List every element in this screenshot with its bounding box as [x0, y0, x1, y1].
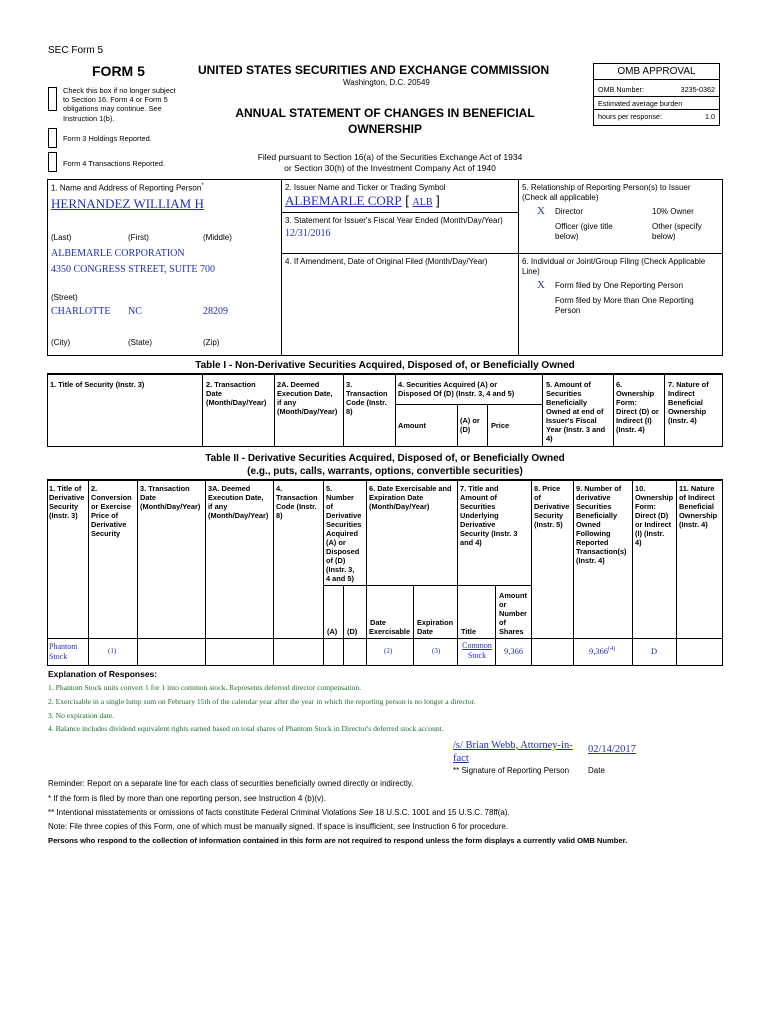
fiscal-year-label: 3. Statement for Issuer's Fiscal Year Ended (Month/Day/Year) — [285, 216, 503, 225]
t2-col6-header: 6. Date Exercisable and Expiration Date (Month/Day/Year) — [369, 484, 452, 511]
t2-col11-header: 11. Nature of Indirect Beneficial Ownership (Instr. 4) — [679, 484, 718, 529]
t1-col4-price: Price — [491, 421, 510, 430]
explanation-note-2: 2. Exercisable in a single lump sum on February 15th of the calendar year after the year in which the reporting person is no longer a director. — [48, 697, 476, 706]
t2-row-title: Common Stock — [462, 641, 492, 660]
footer-persons: Persons who respond to the collection of information contained in this form are not required to respond unless the form displays a currently valid OMB Number. — [48, 836, 628, 845]
t1-col3-header: 3. Transaction Code (Instr. 8) — [346, 380, 388, 416]
signature-date-label: Date — [588, 766, 605, 775]
t1-col4-header: 4. Securities Acquired (A) or Disposed Of (D) (Instr. 3, 4 and 5) — [398, 380, 515, 398]
t2-row-owned: 9,366$^{(4)}$ — [589, 646, 616, 656]
t2-sub-a: (A) — [327, 627, 338, 636]
one-person-x-mark[interactable]: X — [537, 279, 545, 291]
omb-hours-label: hours per response: — [598, 112, 662, 121]
explanation-note-3: 3. No expiration date. — [48, 711, 115, 720]
signature-name: /s/ Brian Webb, Attorney-in- fact — [453, 740, 573, 764]
form3-text: Form 3 Holdings Reported. — [63, 134, 152, 143]
reporting-person-name: HERNANDEZ WILLIAM H — [51, 196, 204, 211]
t2-col9-header: 9. Number of derivative Securities Beneficially Owned Following Reported Transaction(s) (Instr. 4) — [576, 484, 627, 565]
issuer-ticker: ALB — [412, 197, 433, 208]
t1-col2a-header: 2A. Deemed Execution Date, if any (Month/Day/Year) — [277, 380, 338, 416]
state-label: (State) — [128, 338, 153, 347]
state-value: NC — [128, 306, 142, 317]
omb-approval-box — [593, 63, 720, 126]
middle-label: (Middle) — [203, 233, 232, 242]
reporting-person-label: 1. Name and Address of Reporting Person* — [51, 183, 204, 193]
explanation-heading: Explanation of Responses: — [48, 669, 158, 679]
zip-label: (Zip) — [203, 338, 220, 347]
footer-line-3: Note: File three copies of this Form, one of which must be manually signed. If space is insufficient, see Instruction 6 for procedure. — [48, 822, 509, 831]
other-label: Other (specify below) — [652, 222, 702, 241]
t2-col7-header: 7. Title and Amount of Securities Underlying Derivative Security (Instr. 3 and 4) — [460, 484, 518, 547]
t1-col2-header: 2. Transaction Date (Month/Day/Year) — [206, 380, 267, 407]
filed-pursuant: Filed pursuant to Section 16(a) of the Securities Exchange Act of 1934 or Section 30(h) of the Investment Company Act of 1940 — [257, 152, 523, 173]
t2-col1-header: 1. Title of Derivative Security (Instr. 3) — [49, 484, 85, 520]
no-longer-subject-text: Check this box if no longer subject to Section 16. Form 4 or Form 5 obligations may continue. See Instruction 1(b). — [63, 86, 176, 123]
t2-row-security: Phantom Stock — [49, 642, 78, 661]
t1-col4-aord: (A) or (D) — [460, 416, 480, 434]
one-person-label: Form filed by One Reporting Person — [555, 281, 684, 290]
first-label: (First) — [128, 233, 149, 242]
t1-col6-header: 6. Ownership Form: Direct (D) or Indirect (I) (Instr. 4) — [616, 380, 659, 434]
street-label: (Street) — [51, 293, 78, 302]
issuer-name-ticker: ALBEMARLE CORP [ ALB ] — [285, 193, 440, 208]
t2-col3a-header: 3A. Deemed Execution Date, if any (Month/Day/Year) — [208, 484, 269, 520]
footer-line-2: ** Intentional misstatements or omissions of facts constitute Federal Criminal Violations See 18 U.S.C. 1001 and 15 U.S.C. 78ff(a). — [48, 808, 510, 817]
form-title: FORM 5 — [92, 63, 145, 79]
officer-label: Officer (give title below) — [555, 222, 613, 241]
signature-date: 02/14/2017 — [588, 744, 636, 755]
filing-label: 6. Individual or Joint/Group Filing (Check Applicable Line) — [522, 257, 706, 276]
no-longer-subject-checkbox[interactable] — [48, 87, 57, 111]
footer-line-1: * If the form is filed by more than one reporting person, see Instruction 4 (b)(v). — [48, 794, 326, 803]
omb-number-label: OMB Number: — [598, 85, 644, 94]
form4-checkbox[interactable] — [48, 152, 57, 172]
issuer-name: ALBEMARLE CORP — [285, 193, 402, 208]
omb-burden-label: Estimated average burden — [598, 99, 683, 108]
fiscal-year-value: 12/31/2016 — [285, 228, 331, 239]
explanation-note-4: 4. Balance includes dividend equivalent rights earned based on total shares of Phantom Stock in Director's deferred stock account. — [48, 724, 444, 733]
t2-sub-expiration: Expiration Date — [417, 618, 454, 636]
table1-title: Table I - Non-Derivative Securities Acquired, Disposed of, or Beneficially Owned — [195, 360, 575, 371]
omb-number-value: 3235-0362 — [680, 85, 715, 94]
omb-title: OMB APPROVAL — [617, 66, 696, 77]
t2-row-amount: 9,366 — [504, 646, 524, 656]
t1-col4-amount: Amount — [398, 421, 426, 430]
t1-col5-header: 5. Amount of Securities Beneficially Owned at end of Issuer's Fiscal Year (Instr. 3 and 4) — [546, 380, 606, 443]
t1-col1-header: 1. Title of Security (Instr. 3) — [50, 380, 145, 389]
city-label: (City) — [51, 338, 71, 347]
more-persons-label: Form filed by More than One Reporting Person — [555, 296, 694, 315]
t2-col3-header: 3. Transaction Date (Month/Day/Year) — [140, 484, 201, 511]
zip-value: 28209 — [203, 306, 228, 317]
city-value: CHARLOTTE — [51, 306, 111, 317]
amendment-label: 4. If Amendment, Date of Original Filed (Month/Day/Year) — [285, 257, 488, 266]
explanation-note-1: 1. Phantom Stock units convert 1 for 1 into common stock. Represents deferred director compensation. — [48, 683, 362, 692]
ten-pct-owner-label: 10% Owner — [652, 207, 694, 216]
footer-reminder: Reminder: Report on a separate line for each class of securities beneficially owned directly or indirectly. — [48, 779, 414, 788]
t2-row-exercisable: (2) — [384, 647, 393, 655]
t2-row-expiration: (3) — [432, 647, 441, 655]
t2-col10-header: 10. Ownership Form: Direct (D) or Indirect (I) (Instr. 4) — [635, 484, 674, 547]
form4-text: Form 4 Transactions Reported. — [63, 159, 165, 168]
director-label: Director — [555, 207, 584, 216]
table2-title: Table II - Derivative Securities Acquired, Disposed of, or Beneficially Owned (e.g., puts, calls, warrants, options, convertible securities) — [205, 453, 565, 477]
last-label: (Last) — [51, 233, 72, 242]
omb-hours-value: 1.0 — [705, 112, 715, 121]
statement-title: ANNUAL STATEMENT OF CHANGES IN BENEFICIAL OWNERSHIP — [235, 106, 535, 136]
commission-title: UNITED STATES SECURITIES AND EXCHANGE COMMISSION — [198, 63, 550, 77]
sec-form-label: SEC Form 5 — [48, 45, 104, 56]
t2-col2-header: 2. Conversion or Exercise Price of Derivative Security — [91, 484, 132, 538]
t2-row-conversion: (1) — [108, 647, 117, 655]
relationship-label: 5. Relationship of Reporting Person(s) to Issuer (Check all applicable) — [522, 183, 691, 202]
t2-sub-title: Title — [461, 627, 477, 636]
t2-sub-date-exercisable: Date Exercisable — [369, 618, 411, 636]
address-line-1: ALBEMARLE CORPORATION — [51, 248, 185, 259]
address-line-2: 4350 CONGRESS STREET, SUITE 700 — [51, 264, 215, 275]
t2-sub-d: (D) — [347, 627, 358, 636]
t1-col7-header: 7. Nature of Indirect Beneficial Ownership (Instr. 4) — [668, 380, 709, 425]
t2-col8-header: 8. Price of Derivative Security (Instr. 5) — [534, 484, 570, 529]
commission-location: Washington, D.C. 20549 — [343, 78, 430, 87]
issuer-label: 2. Issuer Name and Ticker or Trading Symbol — [285, 183, 446, 192]
t2-col5-header: 5. Number of Derivative Securities Acquired (A) or Disposed of (D) (Instr. 3, 4 and 5) — [326, 484, 362, 583]
signature-label: ** Signature of Reporting Person — [453, 766, 570, 775]
form3-checkbox[interactable] — [48, 128, 57, 148]
t2-sub-amount: Amount or Number of Shares — [499, 591, 527, 636]
director-x-mark[interactable]: X — [537, 205, 545, 217]
t2-col4-header: 4. Transaction Code (Instr. 8) — [276, 484, 318, 520]
t2-row-form: D — [651, 646, 658, 656]
